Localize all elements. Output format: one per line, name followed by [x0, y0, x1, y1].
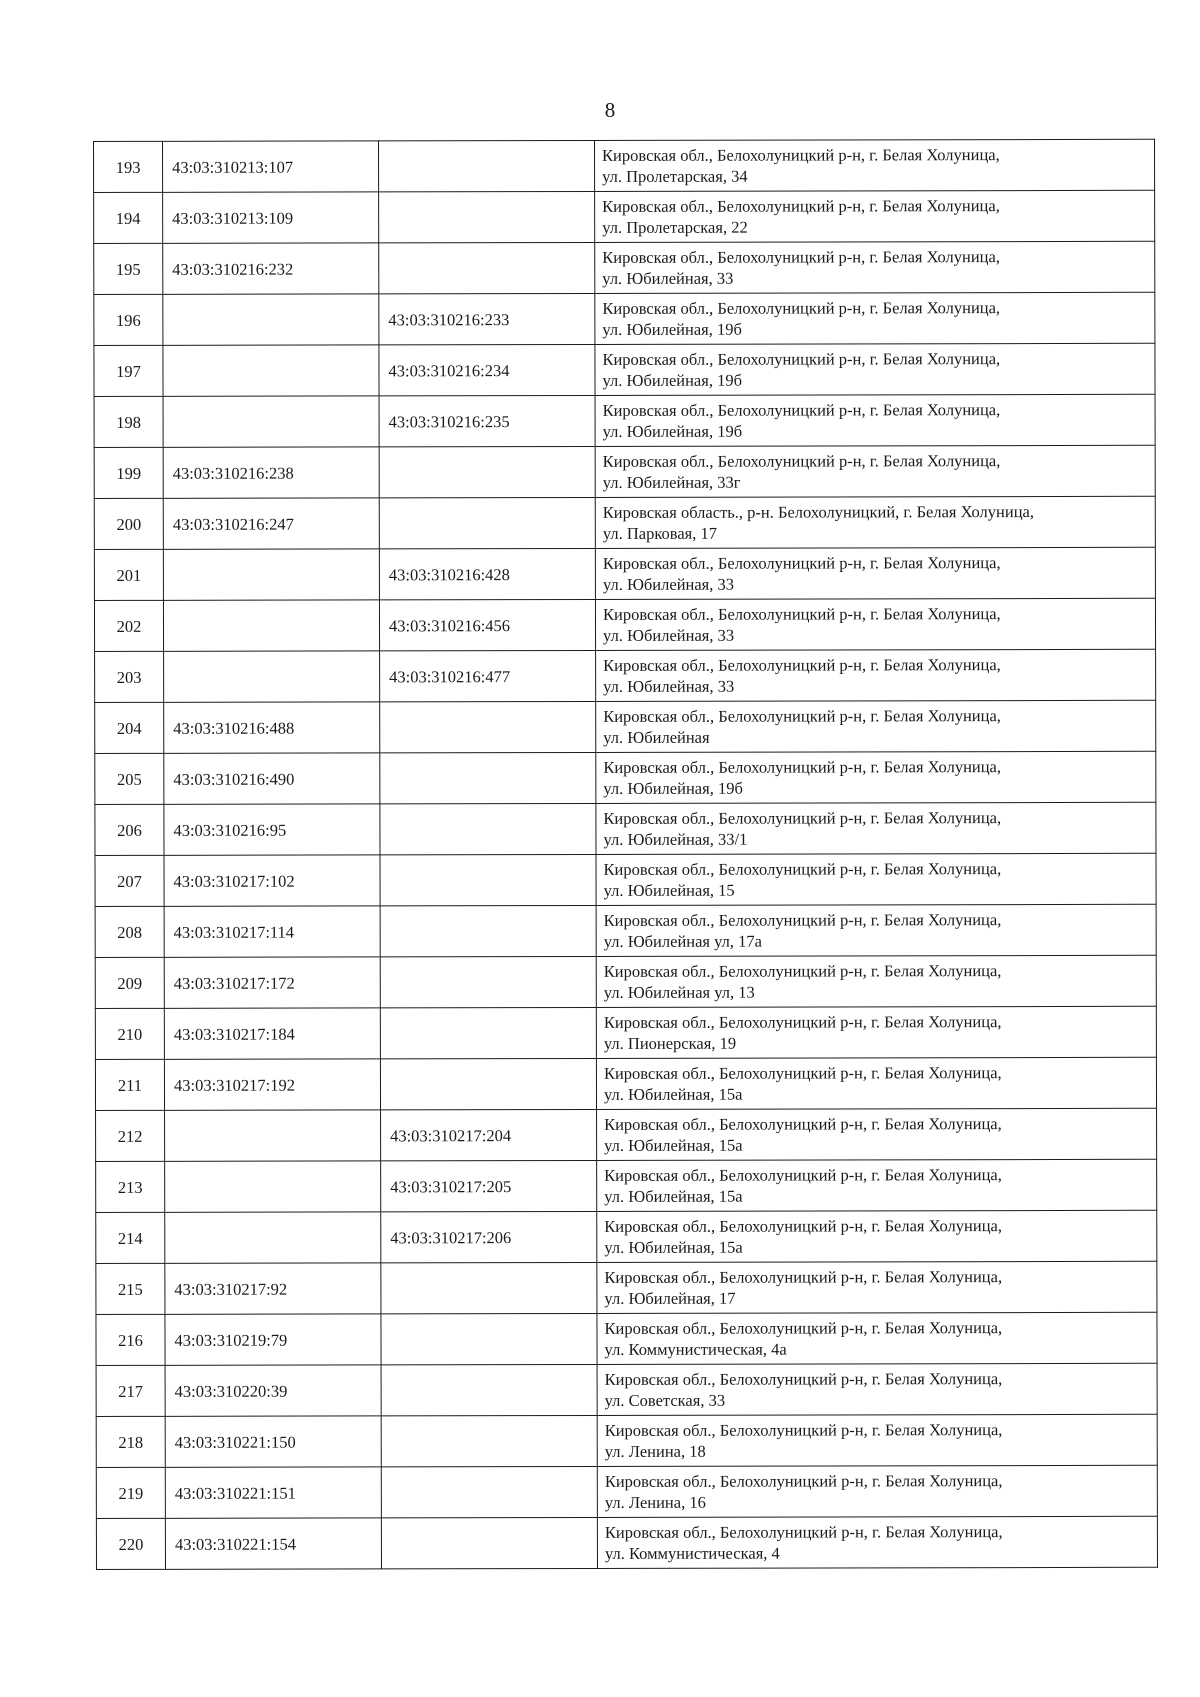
row-number-cell: 197 [94, 345, 163, 396]
address-line-street: ул. Юбилейная, 15а [603, 1084, 743, 1104]
secondary-cadastral-number-cell: 43:03:310216:235 [379, 395, 595, 446]
row-number-cell: 211 [95, 1059, 164, 1110]
row-number-cell: 217 [96, 1365, 165, 1416]
secondary-cadastral-number-cell: 43:03:310216:233 [379, 293, 595, 344]
secondary-cadastral-number-cell [379, 497, 595, 548]
address-cell [596, 1006, 1156, 1058]
address-line-region: Кировская обл., Белохолуницкий р-н, г. Белая Холуница, [603, 757, 1002, 777]
registry-table [93, 139, 1158, 1570]
address-line-region: Кировская обл., Белохолуницкий р-н, г. Белая Холуница, [602, 553, 1001, 573]
address-line-region: Кировская обл., Белохолуницкий р-н, г. Белая Холуница, [604, 1369, 1003, 1389]
cadastral-number-cell: 43:03:310217:184 [164, 1008, 380, 1059]
table-row [96, 1516, 1157, 1569]
table-row [95, 1057, 1156, 1110]
address-cell [595, 598, 1155, 650]
cadastral-number-cell: 43:03:310220:39 [165, 1365, 381, 1416]
cadastral-number-cell: 43:03:310216:490 [164, 753, 380, 804]
address-line-region: Кировская обл., Белохолуницкий р-н, г. Белая Холуница, [603, 706, 1001, 726]
secondary-cadastral-number-cell [380, 701, 596, 752]
secondary-cadastral-number-cell [381, 1364, 597, 1415]
cadastral-number-cell: 43:03:310217:172 [164, 957, 380, 1008]
row-number-cell: 215 [96, 1263, 165, 1314]
address-cell [596, 751, 1156, 803]
cadastral-number-cell: 43:03:310213:107 [163, 141, 379, 192]
address-line-region: Кировская обл., Белохолуницкий р-н, г. Белая Холуница, [602, 145, 1000, 165]
address-line-street: ул. Пионерская, 19 [603, 1033, 737, 1053]
cadastral-number-cell: 43:03:310221:150 [165, 1416, 381, 1467]
row-number-cell: 198 [94, 396, 163, 447]
address-cell [597, 1108, 1157, 1160]
address-cell [595, 241, 1155, 293]
address-line-street: ул. Парковая, 17 [602, 523, 718, 543]
address-line-street: ул. Юбилейная, 19б [602, 319, 742, 339]
address-line-region: Кировская обл., Белохолуницкий р-н, г. Белая Холуница, [602, 400, 1001, 420]
address-line-street: ул. Юбилейная, 19б [603, 778, 743, 798]
address-cell [596, 649, 1156, 701]
address-cell [595, 445, 1155, 497]
table-row [94, 394, 1155, 447]
address-line-street: ул. Ленина, 16 [604, 1492, 706, 1512]
table-row [94, 547, 1155, 600]
secondary-cadastral-number-cell [381, 1415, 597, 1466]
cadastral-number-cell: 43:03:310216:238 [163, 447, 379, 498]
table-row [96, 1465, 1157, 1518]
table-row [94, 241, 1155, 294]
address-line-region: Кировская область., р-н. Белохолуницкий, г. Белая Холуница, [602, 502, 1035, 522]
address-line-street: ул. Юбилейная, 15а [604, 1237, 743, 1257]
address-cell [597, 1210, 1157, 1262]
cadastral-number-cell: 43:03:310219:79 [165, 1314, 381, 1365]
cadastral-number-cell [165, 1161, 381, 1212]
row-number-cell: 214 [96, 1212, 165, 1263]
address-cell [597, 1414, 1157, 1466]
secondary-cadastral-number-cell [379, 242, 595, 293]
address-line-region: Кировская обл., Белохолуницкий р-н, г. Белая Холуница, [604, 1114, 1002, 1134]
row-number-cell: 195 [94, 243, 163, 294]
address-cell [596, 1057, 1156, 1109]
table-row [95, 649, 1156, 702]
address-line-region: Кировская обл., Белохолуницкий р-н, г. Белая Холуница, [604, 1471, 1003, 1491]
row-number-cell: 210 [95, 1008, 164, 1059]
address-line-street: ул. Ленина, 18 [604, 1441, 706, 1461]
cadastral-number-cell: 43:03:310216:232 [163, 243, 379, 294]
secondary-cadastral-number-cell [381, 1313, 597, 1364]
row-number-cell: 213 [96, 1161, 165, 1212]
address-line-street: ул. Коммунистическая, 4а [604, 1339, 787, 1359]
cadastral-number-cell [163, 600, 379, 651]
cadastral-number-cell [165, 1110, 381, 1161]
address-line-street: ул. Советская, 33 [604, 1390, 726, 1410]
address-line-region: Кировская обл., Белохолуницкий р-н, г. Белая Холуница, [602, 247, 1000, 267]
address-line-street: ул. Юбилейная, 15а [604, 1186, 743, 1206]
table-row [95, 853, 1156, 906]
address-line-region: Кировская обл., Белохолуницкий р-н, г. Белая Холуница, [603, 859, 1002, 879]
row-number-cell: 206 [95, 804, 164, 855]
page-number: 8 [604, 98, 616, 122]
address-cell [595, 496, 1155, 548]
secondary-cadastral-number-cell [380, 1007, 596, 1058]
address-cell [595, 394, 1155, 446]
table-row [96, 1108, 1157, 1161]
table-row [94, 343, 1155, 396]
address-cell [596, 955, 1156, 1007]
cadastral-number-cell: 43:03:310221:154 [165, 1518, 381, 1569]
cadastral-number-cell [163, 345, 379, 396]
table-row [94, 445, 1155, 498]
table-row [95, 751, 1156, 804]
row-number-cell: 205 [95, 753, 164, 804]
secondary-cadastral-number-cell: 43:03:310217:206 [381, 1211, 597, 1262]
address-cell [596, 700, 1156, 752]
address-cell [596, 853, 1156, 905]
secondary-cadastral-number-cell: 43:03:310216:428 [379, 548, 595, 599]
address-line-region: Кировская обл., Белохолуницкий р-н, г. Белая Холуница, [604, 1216, 1002, 1236]
address-line-street: ул. Юбилейная ул, 13 [603, 982, 755, 1002]
row-number-cell: 199 [94, 447, 163, 498]
table-row [94, 496, 1155, 549]
table-row [96, 1261, 1157, 1314]
cadastral-number-cell [164, 651, 380, 702]
address-cell [597, 1159, 1157, 1211]
secondary-cadastral-number-cell [380, 854, 596, 905]
secondary-cadastral-number-cell [381, 1262, 597, 1313]
cadastral-number-cell: 43:03:310217:102 [164, 855, 380, 906]
address-line-region: Кировская обл., Белохолуницкий р-н, г. Белая Холуница, [604, 1267, 1003, 1287]
address-line-street: ул. Юбилейная, 19б [602, 421, 743, 441]
address-cell [594, 139, 1154, 191]
row-number-cell: 196 [94, 294, 163, 345]
secondary-cadastral-number-cell [379, 191, 595, 242]
address-line-street: ул. Юбилейная, 33 [602, 574, 735, 594]
secondary-cadastral-number-cell [379, 140, 595, 191]
row-number-cell: 208 [95, 906, 164, 957]
secondary-cadastral-number-cell [379, 446, 595, 497]
address-line-region: Кировская обл., Белохолуницкий р-н, г. Белая Холуница, [604, 1420, 1003, 1440]
secondary-cadastral-number-cell [380, 803, 596, 854]
cadastral-number-cell: 43:03:310216:95 [164, 804, 380, 855]
row-number-cell: 202 [94, 600, 163, 651]
secondary-cadastral-number-cell: 43:03:310216:234 [379, 344, 595, 395]
cadastral-number-cell: 43:03:310216:488 [164, 702, 380, 753]
address-line-region: Кировская обл., Белохолуницкий р-н, г. Белая Холуница, [603, 1063, 1002, 1083]
row-number-cell: 212 [96, 1110, 165, 1161]
secondary-cadastral-number-cell [381, 1517, 597, 1568]
address-line-region: Кировская обл., Белохолуницкий р-н, г. Белая Холуница, [602, 298, 1001, 318]
address-line-street: ул. Юбилейная, 17 [604, 1288, 736, 1308]
table-body [94, 139, 1158, 1569]
cadastral-number-cell: 43:03:310213:109 [163, 192, 379, 243]
table-row [96, 1414, 1157, 1467]
row-number-cell: 204 [95, 702, 164, 753]
address-line-region: Кировская обл., Белохолуницкий р-н, г. Белая Холуница, [604, 1318, 1003, 1338]
address-cell [597, 1261, 1157, 1313]
secondary-cadastral-number-cell: 43:03:310216:456 [379, 599, 595, 650]
address-line-street: ул. Пролетарская, 22 [602, 217, 748, 237]
row-number-cell: 201 [94, 549, 163, 600]
table-row [96, 1210, 1157, 1263]
secondary-cadastral-number-cell: 43:03:310217:204 [381, 1109, 597, 1160]
address-cell [597, 1465, 1157, 1517]
address-line-street: ул. Юбилейная ул, 17а [603, 931, 762, 951]
secondary-cadastral-number-cell: 43:03:310217:205 [381, 1160, 597, 1211]
address-cell [597, 1363, 1157, 1415]
address-line-street: ул. Юбилейная, 33/1 [603, 829, 748, 849]
row-number-cell: 194 [94, 192, 163, 243]
secondary-cadastral-number-cell [380, 1058, 596, 1109]
address-line-region: Кировская обл., Белохолуницкий р-н, г. Белая Холуница, [602, 604, 1001, 624]
address-line-street: ул. Юбилейная, 15 [603, 880, 735, 900]
address-line-street: ул. Юбилейная, 33 [602, 268, 734, 288]
address-line-region: Кировская обл., Белохолуницкий р-н, г. Белая Холуница, [603, 910, 1002, 930]
table-row [94, 139, 1155, 192]
secondary-cadastral-number-cell [381, 1466, 597, 1517]
address-line-street: ул. Юбилейная, 15а [604, 1135, 743, 1155]
address-line-street: ул. Юбилейная, 19б [602, 370, 742, 390]
secondary-cadastral-number-cell: 43:03:310216:477 [380, 650, 596, 701]
table-row [94, 190, 1155, 243]
address-line-street: ул. Юбилейная, 33г [602, 472, 741, 492]
table-row [96, 1363, 1157, 1416]
address-cell [597, 1516, 1157, 1568]
address-cell [595, 547, 1155, 599]
table-row [95, 700, 1156, 753]
row-number-cell: 203 [95, 651, 164, 702]
row-number-cell: 200 [94, 498, 163, 549]
cadastral-number-cell [163, 549, 379, 600]
secondary-cadastral-number-cell [380, 956, 596, 1007]
cadastral-number-cell: 43:03:310221:151 [165, 1467, 381, 1518]
row-number-cell: 209 [95, 957, 164, 1008]
address-line-region: Кировская обл., Белохолуницкий р-н, г. Белая Холуница, [603, 655, 1001, 675]
row-number-cell: 207 [95, 855, 164, 906]
address-line-region: Кировская обл., Белохолуницкий р-н, г. Белая Холуница, [602, 196, 1000, 216]
table-row [94, 598, 1155, 651]
cadastral-number-cell: 43:03:310216:247 [163, 498, 379, 549]
cadastral-number-cell: 43:03:310217:92 [165, 1263, 381, 1314]
address-cell [597, 1312, 1157, 1364]
address-cell [596, 904, 1156, 956]
address-line-region: Кировская обл., Белохолуницкий р-н, г. Белая Холуница, [604, 1165, 1002, 1185]
address-line-street: ул. Юбилейная, 33 [603, 625, 735, 645]
address-cell [595, 190, 1155, 242]
table-row [95, 955, 1156, 1008]
address-cell [596, 802, 1156, 854]
address-line-street: ул. Юбилейная, 33 [603, 676, 735, 696]
address-line-street: ул. Коммунистическая, 4 [604, 1543, 780, 1563]
table-row [96, 1312, 1157, 1365]
table-row [95, 904, 1156, 957]
cadastral-number-cell [163, 294, 379, 345]
address-line-region: Кировская обл., Белохолуницкий р-н, г. Белая Холуница, [603, 808, 1002, 828]
table-row [95, 802, 1156, 855]
row-number-cell: 193 [94, 141, 163, 192]
secondary-cadastral-number-cell [380, 905, 596, 956]
secondary-cadastral-number-cell [380, 752, 596, 803]
address-line-region: Кировская обл., Белохолуницкий р-н, г. Белая Холуница, [602, 451, 1001, 471]
address-line-region: Кировская обл., Белохолуницкий р-н, г. Белая Холуница, [603, 961, 1002, 981]
address-line-region: Кировская обл., Белохолуницкий р-н, г. Белая Холуница, [603, 1012, 1002, 1032]
row-number-cell: 218 [96, 1416, 165, 1467]
row-number-cell: 219 [96, 1467, 165, 1518]
address-cell [595, 292, 1155, 344]
address-line-region: Кировская обл., Белохолуницкий р-н, г. Белая Холуница, [604, 1522, 1003, 1542]
row-number-cell: 220 [96, 1518, 165, 1569]
address-line-street: ул. Пролетарская, 34 [602, 166, 748, 186]
address-line-street: ул. Юбилейная [603, 727, 710, 747]
address-line-region: Кировская обл., Белохолуницкий р-н, г. Белая Холуница, [602, 349, 1001, 369]
cadastral-number-cell: 43:03:310217:114 [164, 906, 380, 957]
table-row [95, 1006, 1156, 1059]
cadastral-number-cell: 43:03:310217:192 [164, 1059, 380, 1110]
cadastral-number-cell [163, 396, 379, 447]
table-row [96, 1159, 1157, 1212]
table-row [94, 292, 1155, 345]
cadastral-number-cell [165, 1212, 381, 1263]
address-cell [595, 343, 1155, 395]
row-number-cell: 216 [96, 1314, 165, 1365]
